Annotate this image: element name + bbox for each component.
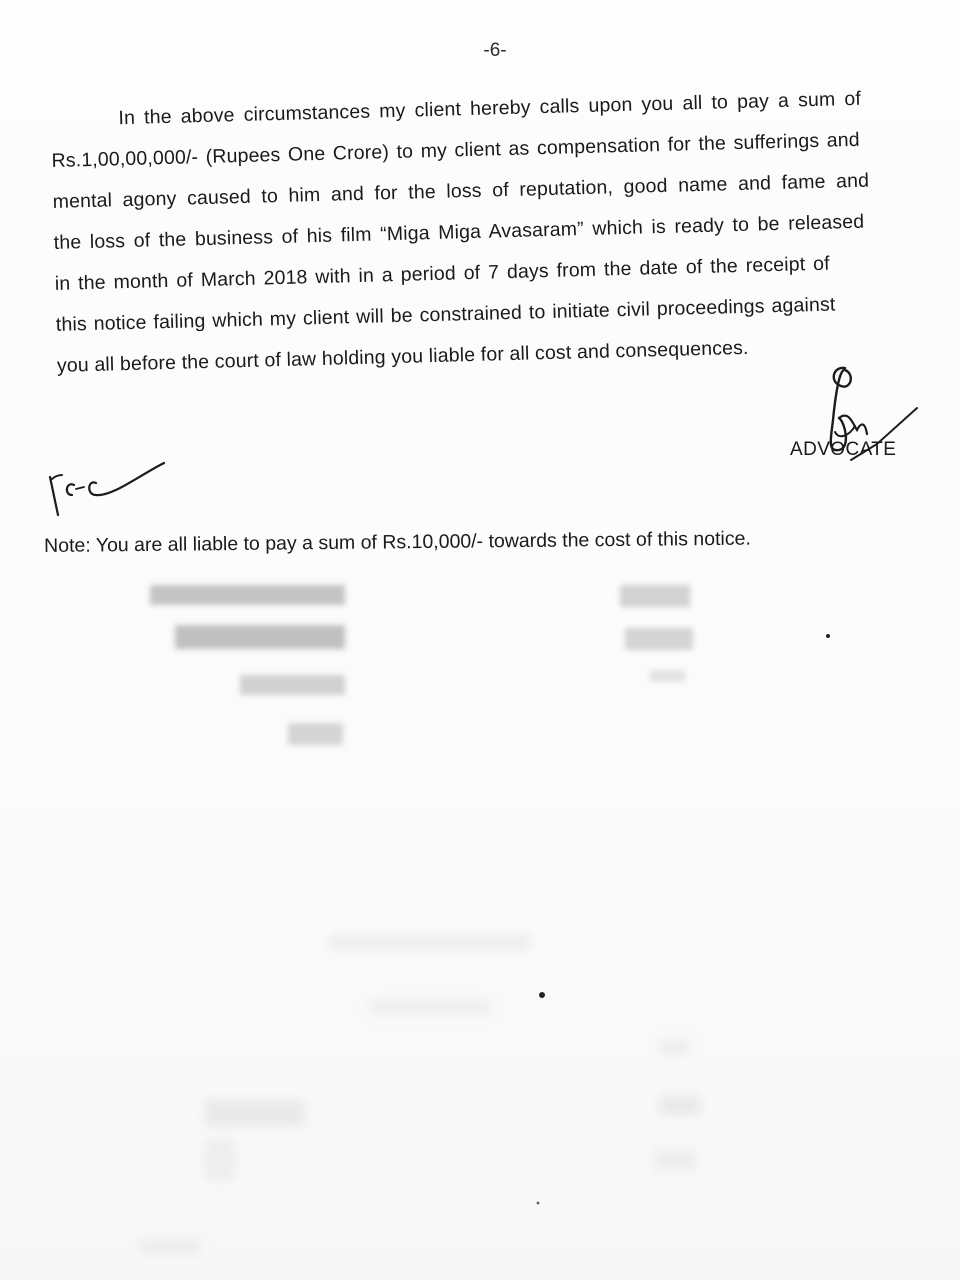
handwritten-initials	[40, 455, 170, 525]
paragraph-line: the loss of the business of his film “Miga Miga Avasaram” which is ready to be released	[53, 210, 865, 254]
paragraph-line: in the month of March 2018 with in a period of 7 days from the date of the receipt of	[54, 252, 830, 295]
note-label: Note:	[44, 534, 91, 557]
notice-paragraph	[50, 78, 897, 387]
paragraph-line: mental agony caused to him and for the loss of reputation, good name and fame and	[52, 169, 870, 213]
paragraph-line: Rs.1,00,00,000/- (Rupees One Crore) to my client as compensation for the sufferings and	[51, 128, 861, 172]
paragraph-line: this notice failing which my client will be constrained to initiate civil proceedings against	[55, 293, 836, 336]
paragraph-line: In the above circumstances my client hereby calls upon you all to pay a sum of	[118, 87, 862, 130]
note-text: You are all liable to pay a sum of Rs.10,000/- towards the cost of this notice.	[90, 527, 751, 557]
page-number: -6-	[483, 40, 507, 61]
advocate-title: ADVOCATE	[790, 439, 897, 460]
cost-note	[44, 526, 904, 558]
paragraph-line: you all before the court of law holding you liable for all cost and consequences.	[56, 336, 749, 377]
photocopy-smudges	[0, 560, 960, 1280]
